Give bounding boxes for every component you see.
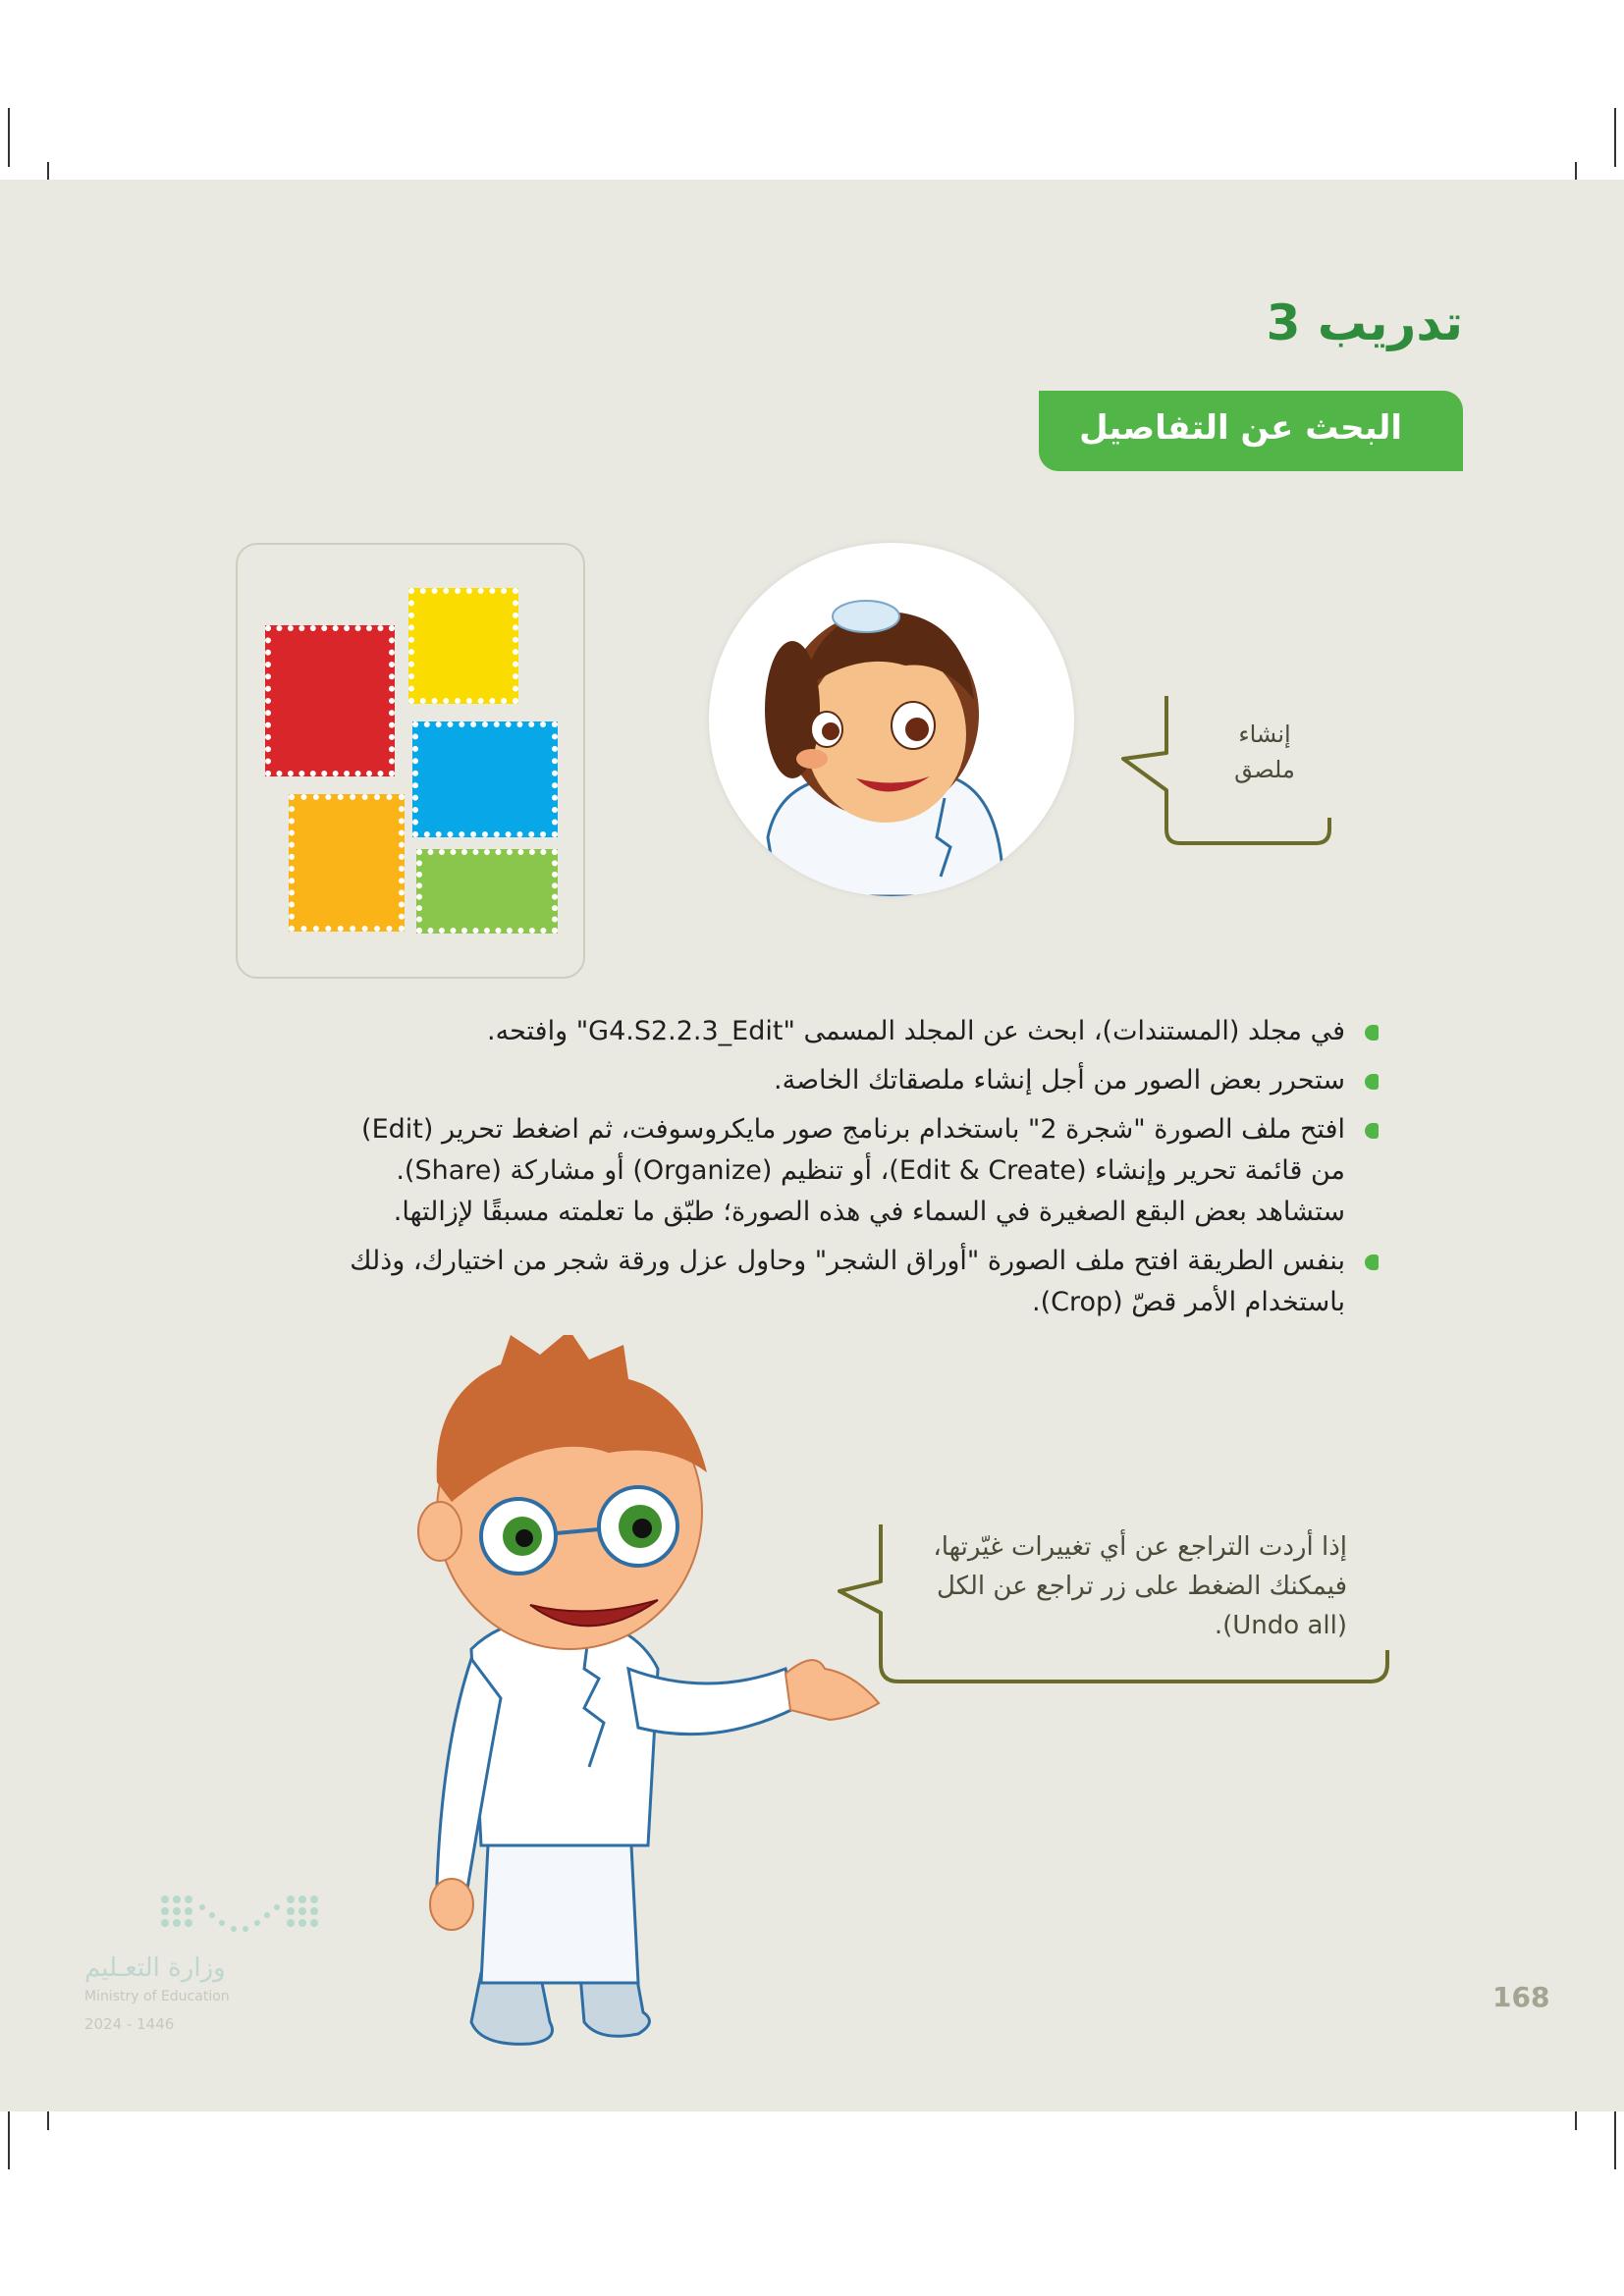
girl-avatar bbox=[709, 543, 1074, 896]
instruction-item bbox=[249, 1060, 1379, 1101]
tip-bubble-text bbox=[903, 1527, 1347, 1645]
sticker-bubble-text bbox=[1216, 717, 1314, 787]
crop-mark bbox=[8, 2110, 10, 2169]
ministry-year: 2024 - 1446 bbox=[84, 2015, 175, 2033]
crop-mark bbox=[8, 108, 10, 167]
instructions-list bbox=[249, 1011, 1379, 1331]
bullet-icon bbox=[1365, 1123, 1379, 1139]
instruction-line: افتح ملف الصورة "شجرة 2" باستخدام برنامج صور مايكروسوفت، ثم اضغط تحرير (Edit) bbox=[361, 1114, 1345, 1145]
section-tag bbox=[1039, 391, 1463, 471]
crop-mark bbox=[1614, 2110, 1616, 2169]
ministry-logo-icon bbox=[157, 1890, 324, 1941]
girl-illustration bbox=[709, 543, 1074, 896]
sticker-bubble-line1: إنشاء bbox=[1238, 721, 1291, 748]
page-title: تدريب 3 bbox=[1266, 294, 1463, 351]
yellow-stamp bbox=[408, 588, 518, 704]
instruction-line: بنفس الطريقة افتح ملف الصورة "أوراق الشجر" وحاول عزل ورقة شجر من اختيارك، وذلك bbox=[350, 1246, 1345, 1276]
crop-mark bbox=[1614, 108, 1616, 167]
tip-line3: (Undo all). bbox=[1214, 1611, 1347, 1640]
instruction-text: ستحرر بعض الصور من أجل إنشاء ملصقاتك الخاصة. bbox=[774, 1065, 1345, 1095]
instruction-line: من قائمة تحرير وإنشاء (Edit & Create)، أو تنظيم (Organize) أو مشاركة (Share). bbox=[396, 1155, 1345, 1186]
bullet-icon bbox=[1365, 1025, 1379, 1041]
tip-line1: إذا أردت التراجع عن أي تغييرات غيّرتها، bbox=[933, 1532, 1347, 1562]
instruction-line: ستشاهد بعض البقع الصغيرة في السماء في هذه الصورة؛ طبّق ما تعلمته مسبقًا لإزالتها. bbox=[393, 1197, 1345, 1227]
instruction-item bbox=[249, 1241, 1379, 1323]
section-title: البحث عن التفاصيل bbox=[1079, 408, 1402, 448]
page-number: 168 bbox=[1492, 1981, 1550, 2013]
sticker-illustration bbox=[236, 543, 585, 979]
instruction-line: باستخدام الأمر قصّ (Crop). bbox=[1031, 1287, 1345, 1317]
ministry-name-en: Ministry of Education bbox=[84, 1989, 230, 2004]
instruction-text: في مجلد (المستندات)، ابحث عن المجلد المسمى "G4.S2.2.3_Edit" وافتحه. bbox=[487, 1016, 1345, 1046]
sticker-bubble-line2: ملصق bbox=[1234, 756, 1295, 783]
instruction-item bbox=[249, 1109, 1379, 1233]
bullet-icon bbox=[1365, 1255, 1379, 1270]
bullet-icon bbox=[1365, 1074, 1379, 1090]
green-stamp bbox=[416, 849, 558, 934]
tip-line2: فيمكنك الضغط على زر تراجع عن الكل bbox=[936, 1572, 1347, 1601]
boy-illustration bbox=[393, 1335, 903, 2061]
orange-stamp bbox=[289, 794, 405, 932]
ministry-name-ar: وزارة التعـليم bbox=[84, 1953, 226, 1983]
blue-stamp bbox=[412, 721, 558, 837]
red-stamp bbox=[265, 625, 395, 776]
instruction-item bbox=[249, 1011, 1379, 1052]
